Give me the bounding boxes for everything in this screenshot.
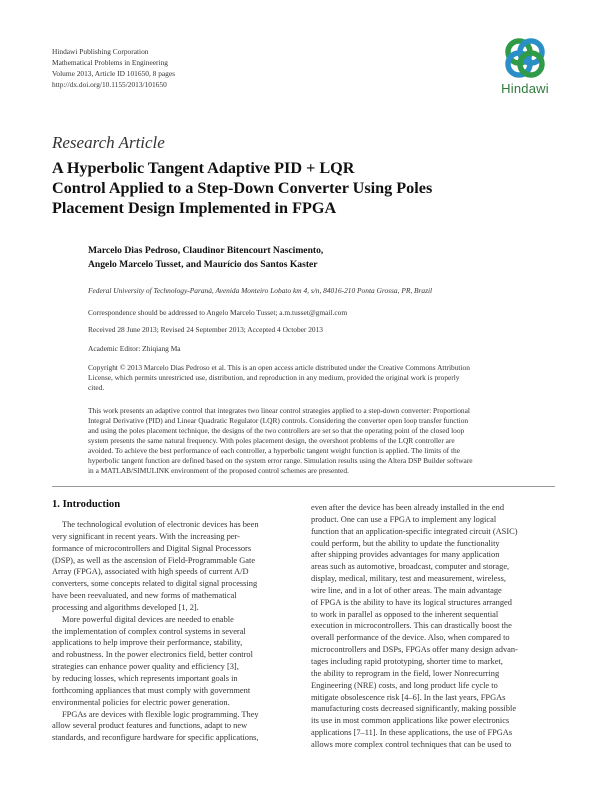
body-line: display, medical, military, test and measurement, wireless,	[311, 574, 506, 584]
affiliation: Federal University of Technology-Paraná, Avenida Monteiro Lobato km 4, s/n, 84016-210 Ponta Grossa, PR, Brazil	[88, 286, 433, 295]
body-line: the ability to reprogram in the field, lower Nonrecurring	[311, 668, 500, 678]
body-line: strategies can enhance power quality and efficiency [3],	[52, 662, 239, 672]
body-line: have been reevaluated, and new forms of mathematical	[52, 591, 237, 601]
body-column-right	[311, 502, 555, 751]
body-line: product. One can use a FPGA to implement any logical	[311, 514, 497, 524]
body-line: (DSP), as well as the ascension of Field-Programmable Gate	[52, 555, 256, 565]
body-line: formance of microcontrollers and Digital Signal Processors	[52, 543, 252, 553]
body-line: Array (FPGA), associated with high speeds of current A/D	[52, 567, 249, 577]
copyright-line: cited.	[88, 383, 105, 392]
publisher-line: Hindawi Publishing Corporation	[52, 47, 149, 56]
body-line: forthcoming appliances that must comply with government	[52, 685, 251, 695]
body-line: processing and algorithms developed [1, 2].	[52, 602, 199, 612]
body-line: and robustness. In the power electronics field, better control	[52, 650, 253, 660]
body-line: FPGAs are devices with flexible logic programming. They	[62, 709, 259, 719]
article-type: Research Article	[52, 133, 165, 152]
academic-editor: Academic Editor: Zhiqiang Ma	[88, 344, 181, 353]
abstract-line: hyperbolic tangent function are defined based on the system error range. Simulation results using the Altera DSP Builder software	[88, 456, 473, 465]
hindawi-wordmark: Hindawi	[501, 81, 549, 96]
body-line: tages including rapid prototyping, shorter time to market,	[311, 656, 503, 666]
body-line: wire line, and in a lot of other areas. The main advantage	[311, 585, 502, 595]
body-line: very significant in recent years. With the increasing per-	[52, 531, 240, 541]
title-line: Placement Design Implemented in FPGA	[52, 199, 337, 217]
author-list	[88, 244, 558, 272]
body-line: Engineering (NRE) costs, and long product life cycle to	[311, 680, 498, 690]
author-line: Angelo Marcelo Tusset, and Maurício dos Santos Kaster	[88, 259, 318, 270]
body-line: standards, and reconfigure hardware for specific applications,	[52, 733, 259, 743]
copyright-line: Copyright © 2013 Marcelo Dias Pedroso et al. This is an open access article distributed under the Creative Commons Attribution	[88, 363, 470, 372]
body-line: its use in most common applications like power electronics	[311, 716, 510, 726]
abstract-line: system presents the same natural frequency. With poles placement design, the overshoot problems of the LQR controller are	[88, 436, 455, 445]
abstract-line: in a MATLAB/SIMULINK environment of the proposed control schemes are presented.	[88, 466, 349, 475]
body-line: of FPGA is the ability to have its logical structures arranged	[311, 597, 512, 607]
body-line: areas such as automotive, broadcast, computer and storage,	[311, 562, 510, 572]
body-line: The technological evolution of electronic devices has been	[62, 520, 259, 529]
body-line: execution in microcontrollers. This can drastically boost the	[311, 621, 512, 631]
body-line: the implementation of complex control systems in several	[52, 626, 246, 636]
author-line: Marcelo Dias Pedroso, Claudinor Bitencourt Nascimento,	[88, 245, 324, 256]
body-line: overall performance of the device. Also, when compared to	[311, 633, 510, 643]
body-line: function that an application-specific integrated circuit (ASIC)	[311, 526, 518, 536]
doi-link[interactable]: http://dx.doi.org/10.1155/2013/101650	[52, 80, 167, 89]
body-line: allow several product features and functions, adapt to new	[52, 721, 248, 731]
body-line: allows more complex control techniques that can be used to	[311, 739, 512, 749]
body-line: even after the device has been already installed in the end	[311, 503, 505, 512]
abstract-line: Integral Derivative (PID) and Linear Quadratic Regulator (LQR) controls. Considering the converter open loop transfer function	[88, 416, 469, 425]
body-line: mitigate obsolescence risk [4–6]. In the last years, FPGAs	[311, 692, 506, 702]
copyright-notice	[88, 363, 554, 393]
section-divider	[52, 486, 555, 487]
title-line: A Hyperbolic Tangent Adaptive PID + LQR	[52, 159, 355, 177]
correspondence: Correspondence should be addressed to Angelo Marcelo Tusset; a.m.tusset@gmail.com	[88, 308, 348, 317]
body-column-left	[52, 519, 294, 744]
journal-line: Mathematical Problems in Engineering	[52, 58, 168, 67]
body-line: could perform, but the ability to update the functionality	[311, 538, 500, 548]
hindawi-logo-icon	[502, 35, 548, 81]
section-heading: 1. Introduction	[52, 499, 121, 510]
abstract-line: This work presents an adaptive control that integrates two linear control strategies applied to a step-down converter: Proportional	[88, 406, 470, 415]
publication-dates: Received 28 June 2013; Revised 24 September 2013; Accepted 4 October 2013	[88, 325, 324, 334]
publisher-info	[52, 46, 352, 90]
volume-line: Volume 2013, Article ID 101650, 8 pages	[52, 69, 176, 78]
body-line: by reducing losses, which represents important goals in	[52, 673, 238, 683]
body-line: manufacturing costs decreased significantly, making possible	[311, 704, 517, 714]
hindawi-logo	[495, 35, 555, 107]
body-line: environmental policies for electric power generation.	[52, 697, 230, 707]
body-line: More powerful digital devices are needed to enable	[62, 614, 234, 624]
body-line: applications to help improve their performance, stability,	[52, 638, 243, 648]
body-line: converters, some concepts related to digital signal processing	[52, 579, 258, 589]
body-line: microcontrollers and DSPs, FPGAs offer many design advan-	[311, 645, 518, 655]
abstract	[88, 406, 554, 476]
body-line: after shipping provides advantages for many application	[311, 550, 500, 560]
copyright-line: License, which permits unrestricted use, distribution, and reproduction in any medium, provided the original work is properly	[88, 373, 460, 382]
body-line: applications [7–11]. In these applications, the use of FPGAs	[311, 728, 513, 738]
abstract-line: avoided. To achieve the best performance of each controller, a hyperbolic tangent weight function is applied. The limits of the	[88, 446, 461, 455]
title-line: Control Applied to a Step-Down Converter Using Poles	[52, 179, 433, 197]
paper-title	[52, 158, 552, 218]
body-line: to work in parallel as opposed to the inherent sequential	[311, 609, 499, 619]
abstract-line: and using the poles placement technique, the designs of the two controllers are set so that the operating point of the closed loop	[88, 426, 465, 435]
